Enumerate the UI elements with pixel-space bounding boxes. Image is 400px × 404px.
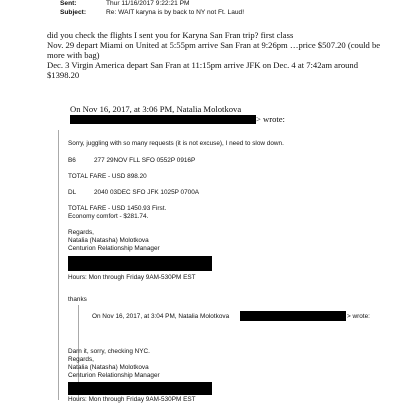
- body-line: Nov. 29 depart Miami on United at 5:55pm arrive San Fran at 9:26pm …price $507.20 (could be: [47, 40, 381, 50]
- reply2-regards: Regards,: [68, 356, 94, 363]
- subject-label: Subject:: [60, 9, 87, 16]
- reply1-apology: Sorry, juggling with so many requests (it is not excuse), I need to slow down.: [68, 140, 284, 147]
- reply1-name: Natalia (Natasha) Molotkova: [68, 237, 149, 244]
- thanks-text: thanks: [68, 296, 87, 303]
- redacted-signature-block: [68, 256, 212, 271]
- total-fare-1: TOTAL FARE - USD 898.20: [68, 173, 147, 180]
- redacted-email-block: [240, 311, 346, 321]
- body-line: $1398.20: [47, 70, 80, 80]
- quote1-intro: On Nov 16, 2017, at 3:06 PM, Natalia Molotkova: [70, 104, 242, 114]
- total-fare-2: TOTAL FARE - USD 1450.93 First.: [68, 205, 167, 212]
- body-line: more with bag): [47, 50, 100, 60]
- flight2-carrier: DL: [68, 189, 77, 196]
- reply1-title: Centurion Relationship Manager: [68, 245, 160, 252]
- reply2-title: Centurion Relationship Manager: [68, 372, 160, 379]
- body-line: Dec. 3 Virgin America depart San Fran at 11:15pm arrive JFK on Dec. 4 at 7:42am around: [47, 60, 359, 70]
- redacted-signature-block: [68, 382, 212, 395]
- quote2-intro: On Nov 16, 2017, at 3:04 PM, Natalia Molotkova: [92, 313, 230, 320]
- economy-comfort: Economy comfort - $281.74.: [68, 213, 149, 220]
- quote-bar: [58, 130, 59, 400]
- reply2-hours: Hours: Mon through Friday 9AM-530PM EST: [68, 396, 196, 403]
- reply1-regards: Regards,: [68, 229, 94, 236]
- flight1-details: 277 29NOV FLL SFO 0552P 0916P: [94, 157, 196, 164]
- reply2-line: Darn it, sorry, checking NYC.: [68, 348, 150, 355]
- body-line: did you check the flights I sent you for Karyna San Fran trip? first class: [47, 30, 294, 40]
- flight1-carrier: B6: [68, 157, 76, 164]
- sent-value: Thur 11/16/2017 9:22:21 PM: [106, 0, 190, 7]
- quote1-wrote: > wrote:: [256, 114, 285, 124]
- redacted-email-block: [70, 115, 256, 124]
- reply1-hours: Hours: Mon through Friday 9AM-530PM EST: [68, 274, 196, 281]
- flight2-details: 2040 03DEC SFO JFK 1025P 0700A: [94, 189, 200, 196]
- subject-value: Re: WAIT karyna is by back to NY not Ft. Laud!: [106, 9, 245, 16]
- quote2-wrote: > wrote:: [347, 313, 370, 320]
- sent-label: Sent:: [60, 0, 77, 7]
- reply2-name: Natalia (Natasha) Molotkova: [68, 364, 149, 371]
